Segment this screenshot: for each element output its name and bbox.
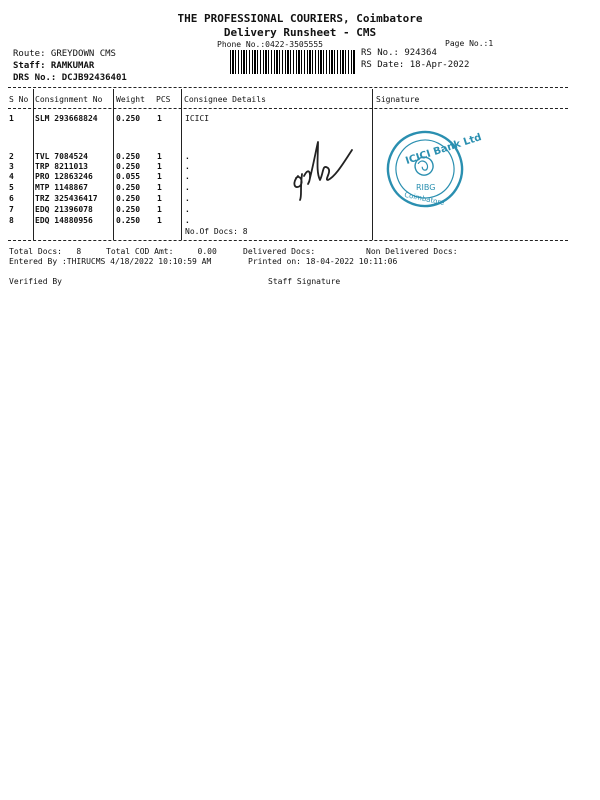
barcode <box>230 50 355 74</box>
staff-signature: Staff Signature <box>268 277 341 286</box>
total-docs: Total Docs: 8 <box>9 247 82 256</box>
table-top-rule <box>8 87 568 88</box>
table-row <box>0 216 600 226</box>
row-weight: 0.250 <box>116 183 141 192</box>
page-number: Page No.:1 <box>445 39 494 48</box>
non-delivered-docs: Non Delivered Docs: <box>366 247 458 256</box>
phone-number: Phone No.:0422-3505555 <box>217 40 323 49</box>
row-consignment: EDQ 21396078 <box>35 205 93 214</box>
row-consignment: PRO 12863246 <box>35 172 93 181</box>
table-row <box>0 114 600 124</box>
table-row <box>0 205 600 215</box>
rs-number: RS No.: 924364 <box>361 48 437 58</box>
row-pcs: 1 <box>157 152 162 161</box>
row-sno: 7 <box>9 205 14 214</box>
row-details: . <box>185 205 190 214</box>
row-weight: 0.250 <box>116 152 141 161</box>
stamp-city: Coimbatore <box>403 190 446 208</box>
header-weight: Weight <box>116 95 145 104</box>
row-pcs: 1 <box>157 183 162 192</box>
row-weight: 0.250 <box>116 194 141 203</box>
stamp-bank-name: ICICI Bank Ltd <box>404 132 484 167</box>
row-pcs: 1 <box>157 205 162 214</box>
header-signature: Signature <box>376 95 420 104</box>
row-weight: 0.250 <box>116 162 141 171</box>
row-details: . <box>185 162 190 171</box>
header-pcs: PCS <box>156 95 171 104</box>
row-weight: 0.250 <box>116 216 141 225</box>
row-weight: 0.250 <box>116 205 141 214</box>
table-header-rule <box>8 108 568 109</box>
row-consignment: SLM 293668824 <box>35 114 98 123</box>
row-sno: 5 <box>9 183 14 192</box>
verified-by: Verified By <box>9 277 62 286</box>
row-consignment: EDQ 14880956 <box>35 216 93 225</box>
entered-by: Entered By :THIRUCMS 4/18/2022 10:10:59 AM <box>9 257 212 266</box>
row-weight: 0.055 <box>116 172 141 181</box>
staff-label: Staff: RAMKUMAR <box>13 61 95 71</box>
row-details: ICICI <box>185 114 210 123</box>
drs-number: DRS No.: DCJB92436401 <box>13 73 127 83</box>
row-pcs: 1 <box>157 162 162 171</box>
row-pcs: 1 <box>157 194 162 203</box>
no-of-docs: No.Of Docs: 8 <box>185 227 248 236</box>
row-details: . <box>185 152 190 161</box>
total-cod-amount: Total COD Amt: 0.00 <box>106 247 217 256</box>
row-details: . <box>185 216 190 225</box>
header-consignee-details: Consignee Details <box>184 95 266 104</box>
table-bottom-rule <box>8 240 568 241</box>
row-details: . <box>185 183 190 192</box>
row-sno: 1 <box>9 114 14 123</box>
header-consignment: Consignment No <box>35 95 103 104</box>
row-pcs: 1 <box>157 216 162 225</box>
stamp-branch: RIBG <box>416 183 436 192</box>
delivered-docs: Delivered Docs: <box>243 247 316 256</box>
row-details: . <box>185 194 190 203</box>
row-consignment: MTP 1148867 <box>35 183 88 192</box>
company-title: THE PROFESSIONAL COURIERS, Coimbatore <box>177 12 423 25</box>
printed-on: Printed on: 18-04-2022 10:11:06 <box>248 257 398 266</box>
route-label: Route: GREYDOWN CMS <box>13 49 116 59</box>
row-details: . <box>185 172 190 181</box>
handwritten-signature <box>288 134 358 204</box>
row-weight: 0.250 <box>116 114 141 123</box>
row-sno: 8 <box>9 216 14 225</box>
row-sno: 4 <box>9 172 14 181</box>
rs-date: RS Date: 18-Apr-2022 <box>361 60 470 70</box>
row-pcs: 1 <box>157 172 162 181</box>
row-consignment: TRZ 325436417 <box>35 194 98 203</box>
row-consignment: TRP 8211013 <box>35 162 88 171</box>
header-sno: S No <box>9 95 29 104</box>
runsheet-subtitle: Delivery Runsheet - CMS <box>223 26 377 39</box>
row-sno: 2 <box>9 152 14 161</box>
row-pcs: 1 <box>157 114 162 123</box>
row-consignment: TVL 7084524 <box>35 152 88 161</box>
row-sno: 6 <box>9 194 14 203</box>
row-sno: 3 <box>9 162 14 171</box>
